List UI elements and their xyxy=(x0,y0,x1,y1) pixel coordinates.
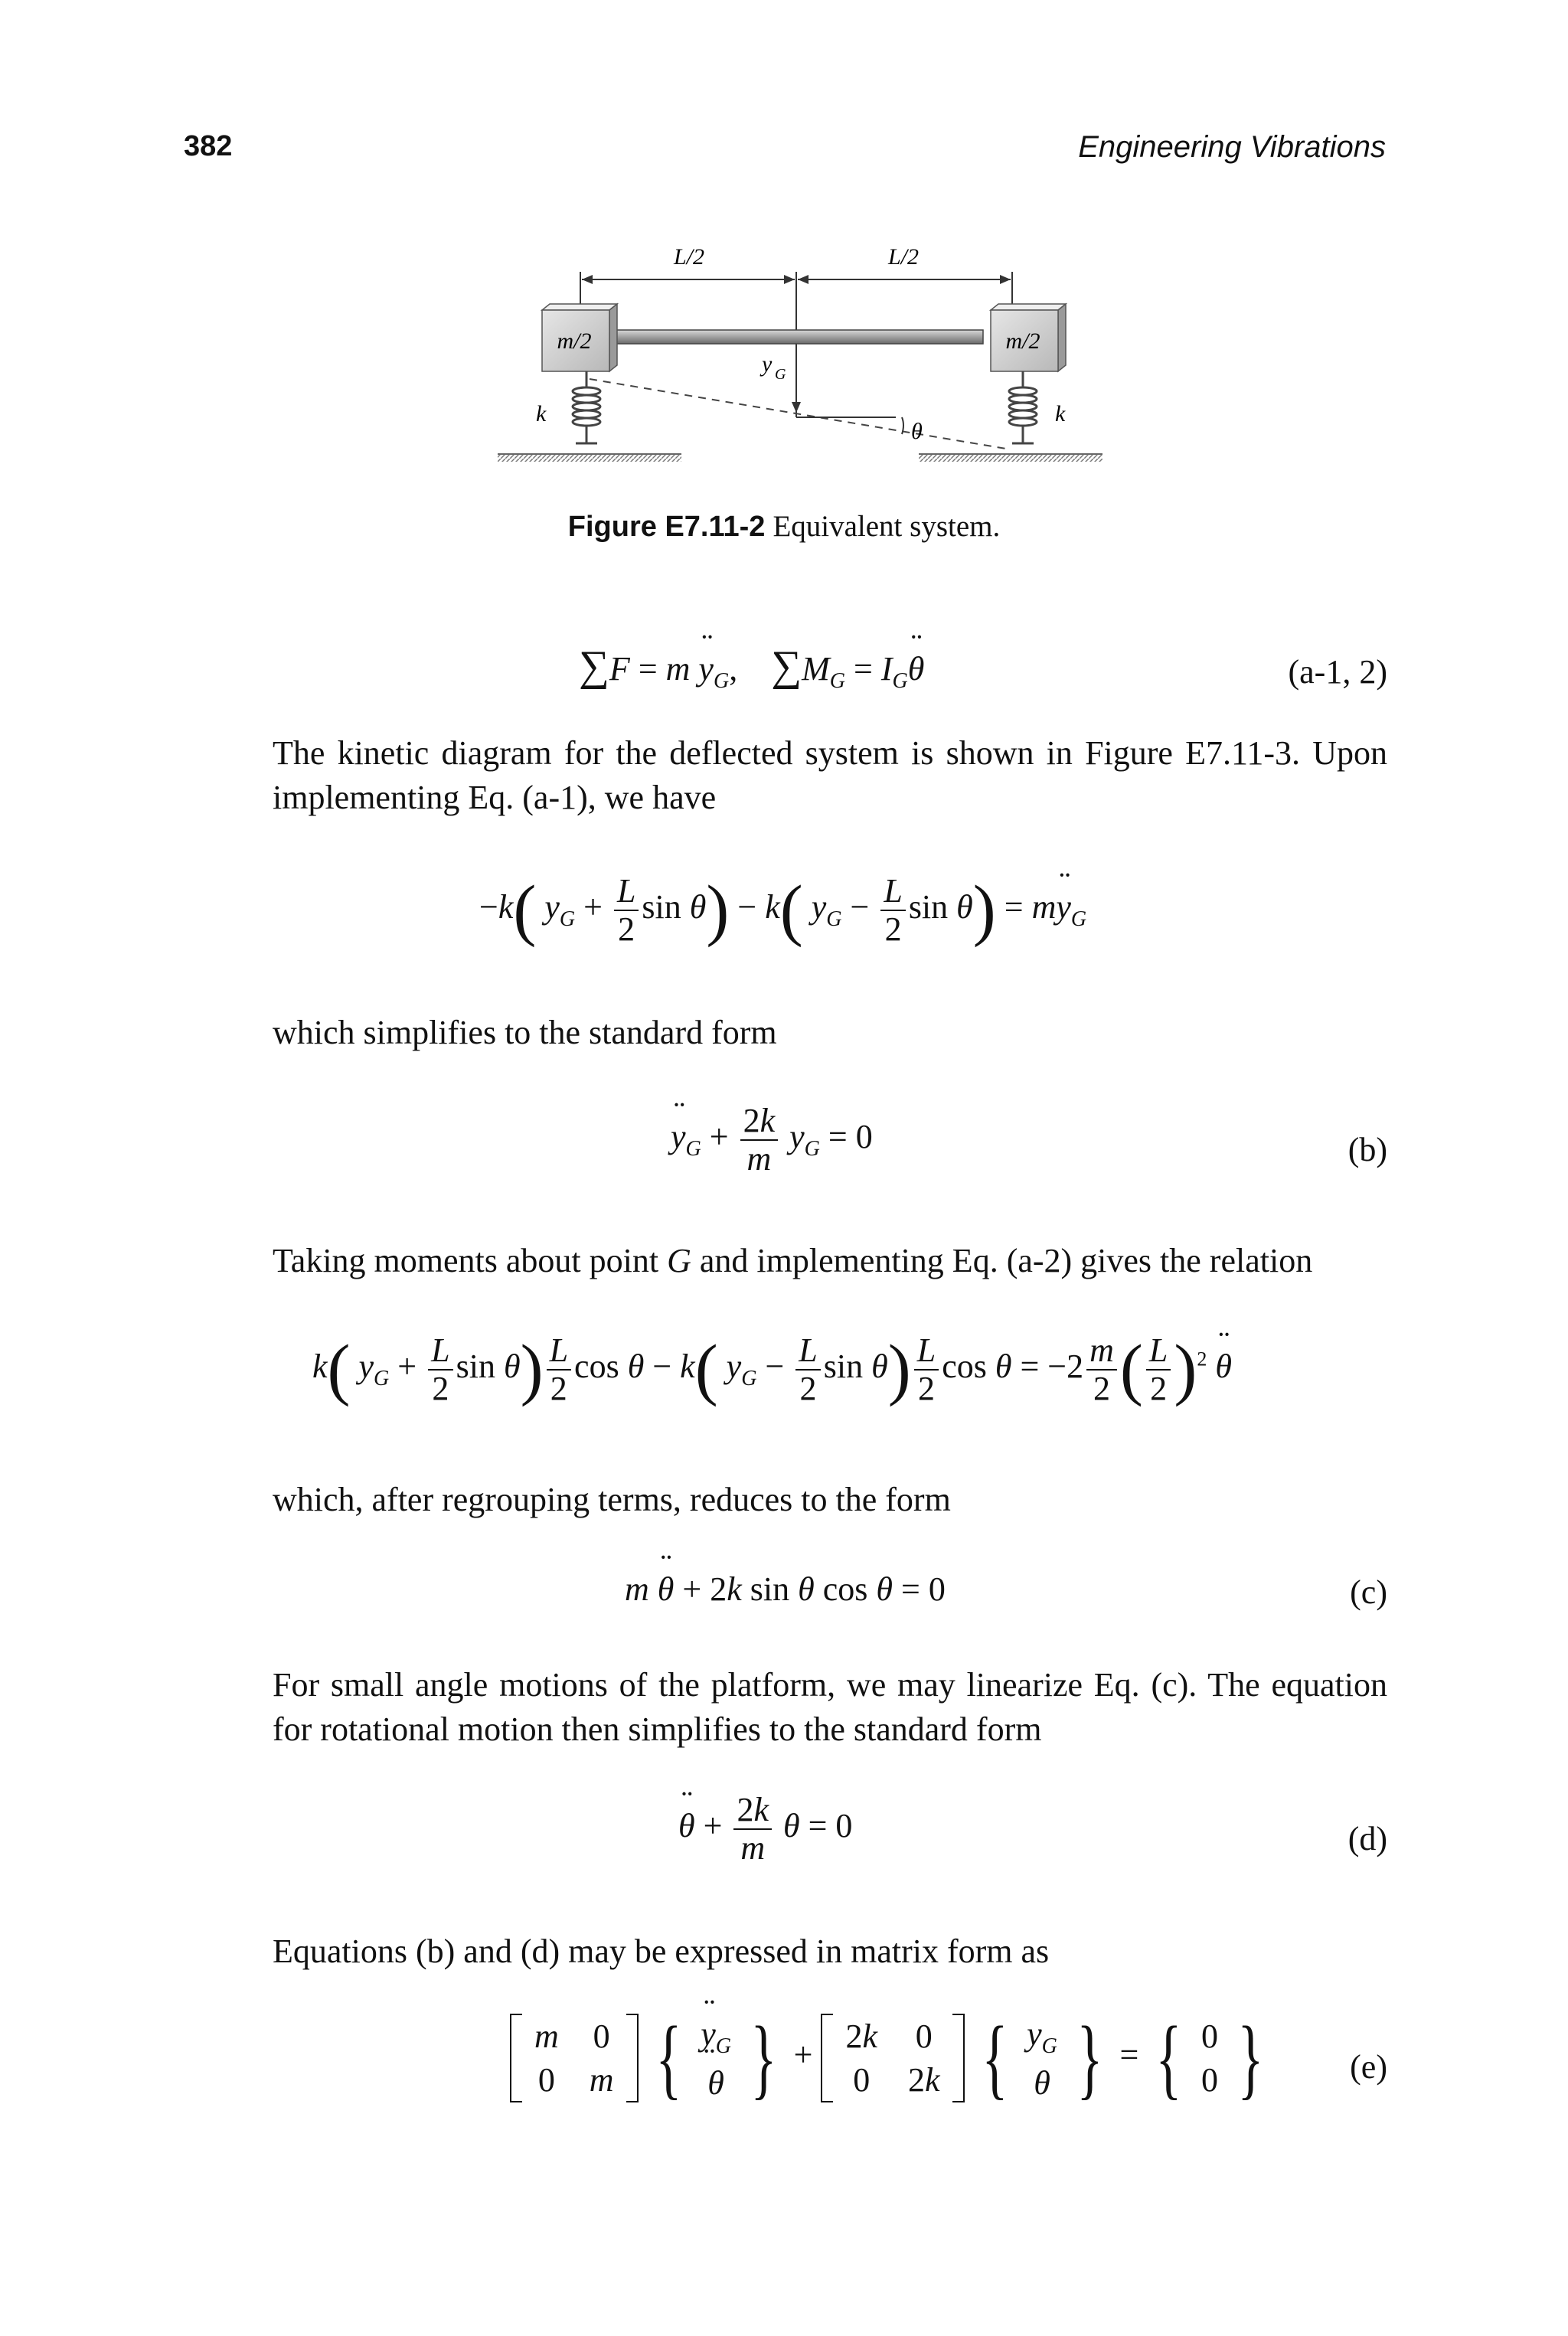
equation-b: ¨ $y_G$ + $\frac{2k}{m}$ $y_G = 0$ (b) xyxy=(273,1095,1387,1202)
page-header xyxy=(184,130,1386,176)
dim-label-right: L/2 xyxy=(887,244,920,270)
deflected-centerline xyxy=(590,379,1011,449)
spring-label-right: k xyxy=(1055,401,1066,426)
spring-right xyxy=(1009,371,1037,443)
angle-label: θ xyxy=(911,419,923,444)
equation-a: ∑F = m ¨ $y_G$, $\sum M_G$ = $I_G¨$ θ (a-1, 2) xyxy=(273,635,1387,697)
ground-left xyxy=(498,454,681,462)
caption-label: Figure E7.11-2 xyxy=(567,511,766,543)
running-title: Engineering Vibrations xyxy=(1078,130,1386,164)
dim-label-left: L/2 xyxy=(673,244,705,270)
equation-d: ¨ θ + $\frac{2k}{m}$ θ = 0 (d) xyxy=(273,1784,1387,1891)
paragraph-kinetic: The kinetic diagram for the deflected system is shown in Figure E7.11-3. Upon implementing Eq. (a-1), we have xyxy=(273,734,1387,816)
mass-label-left: m/2 xyxy=(557,328,592,354)
paragraph-matrix: Equations (b) and (d) may be expressed in matrix form as xyxy=(273,1933,1050,1970)
paragraph-regrouping: which, after regrouping terms, reduces to the form xyxy=(273,1481,951,1518)
figure-equivalent-system xyxy=(459,234,1118,486)
rigid-bar xyxy=(609,330,983,344)
equivalent-system-diagram xyxy=(459,234,1118,486)
equation-number-c: (c) xyxy=(1350,1573,1387,1611)
equation-number-b: (b) xyxy=(1348,1131,1387,1168)
equation-c: m ¨ θ + 2k sin θ cos θ = 0 (c) xyxy=(273,1562,1387,1623)
equation-moment-balance: k( $y_G$ + $\frac{L}{2}$ sin θ) $\frac{L}{2}$ cos θ − k( $y_G$ − $\frac{L}{2}$ sin θ) $\frac{L}{2}$ cos θ = −2 $\frac{m}{2}$ ( $\frac{L}{2}$ )$^2$ ¨ θ xyxy=(273,1317,1387,1439)
figure-caption xyxy=(0,509,1568,544)
caption-text: Equivalent system. xyxy=(773,510,1001,543)
equation-number-a: (a-1, 2) xyxy=(1288,653,1387,691)
ground-right xyxy=(919,454,1102,462)
displacement-label: y xyxy=(762,351,773,377)
mass-label-right: m/2 xyxy=(1005,328,1040,354)
spring-label-left: k xyxy=(536,401,547,426)
paragraph-moments: Taking moments about point G and implementing Eq. (a-2) gives the relation xyxy=(273,1242,1313,1279)
equation-number-d: (d) xyxy=(1348,1820,1387,1857)
equation-e: m 0 0 m { ¨ $y_G$ ¨ θ } + 2k 0 0 2k { $y_G$ θ } = { 0 0 } (e) xyxy=(273,2006,1387,2121)
displacement-sub: G xyxy=(775,366,786,383)
paragraph-simplifies: which simplifies to the standard form xyxy=(273,1014,777,1051)
equation-force-balance: −k( $y_G$ + $\frac{L}{2}$ sin θ) − k( $y_G$ − $\frac{L}{2}$ sin θ) = m¨ $y_G$ xyxy=(273,858,1387,972)
spring-left xyxy=(573,371,600,443)
equation-number-e: (e) xyxy=(1350,2048,1387,2086)
paragraph-linearize: For small angle motions of the platform, we may linearize Eq. (c). The equation for rotational motion then simplifies to the standard form xyxy=(273,1666,1387,1748)
page-number: 382 xyxy=(184,130,233,162)
